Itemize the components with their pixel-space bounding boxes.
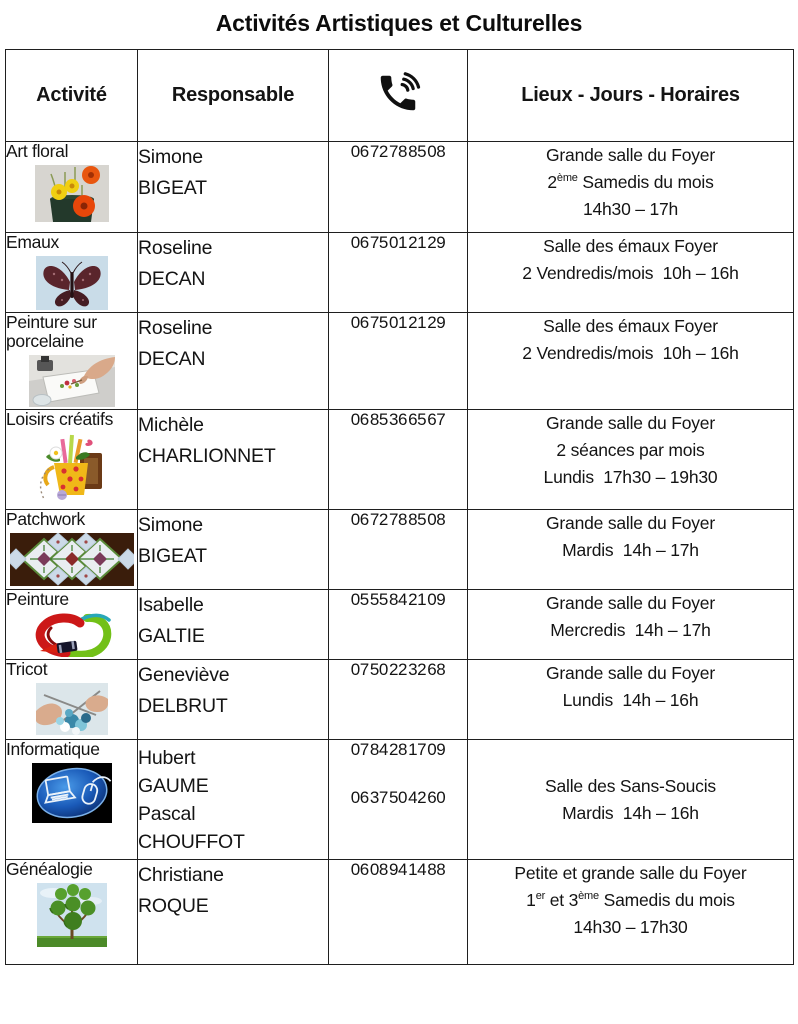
schedule-line: Salle des Sans-Soucis [545,775,716,796]
activity-label: Tricot [6,659,48,679]
responsible-cell [138,860,329,965]
schedule-cell [468,660,794,740]
flower-bouquet-photo [6,165,137,222]
schedule-line: Salle des émaux Foyer [543,316,718,336]
computer-mouse-icon-photo [6,763,137,823]
responsible-cell [138,590,329,660]
schedule-cell [468,313,794,410]
table-row-informatique [6,740,794,860]
activity-cell [6,860,138,965]
page-title: Activités Artistiques et Culturelles [215,10,583,36]
activity-label: Informatique [6,739,100,759]
schedule-cell [468,510,794,590]
phone-number: 06 08 94 14 88 [350,860,446,879]
header-responsible: Responsable [138,50,329,142]
family-tree-photo [6,883,137,947]
table-row-loisirs-creatifs [6,410,794,510]
phone-cell [329,313,468,410]
activity-label: Emaux [6,232,59,252]
table-row-art-floral [6,142,794,233]
activity-label: Généalogie [6,859,93,879]
activities-table [5,49,794,965]
patchwork-quilt-photo [6,533,137,586]
responsible-cell [138,740,329,860]
activity-label: Loisirs créatifs [6,409,114,429]
schedule-line: Mardis 14h – 17h [562,540,699,560]
table-row-emaux [6,233,794,313]
craft-supplies-photo [6,433,137,503]
table-row-peinture-porcelaine [6,313,794,410]
phone-number: 06 72 78 85 08 [350,510,446,529]
schedule-line: Mardis 14h – 16h [562,802,699,823]
phone-cell [329,410,468,510]
schedule-line: 2ème Samedis du mois [547,172,714,192]
activity-label: Patchwork [6,509,85,529]
phone-cell [329,142,468,233]
phone-number: 06 75 01 21 29 [350,313,446,332]
responsible-last-name: DECAN [138,348,206,370]
responsible-last-name: DELBRUT [138,695,228,717]
phone-number: 07 50 22 32 68 [350,660,446,679]
phone-cell [329,590,468,660]
responsible-first-name: Pascal [138,803,196,825]
activity-cell [6,233,138,313]
responsible-last-name: GALTIE [138,625,205,647]
responsible-last-name: CHOUFFOT [138,831,245,853]
schedule-line: 2 Vendredis/mois 10h – 16h [522,263,739,283]
responsible-cell [138,142,329,233]
header-activity: Activité [6,50,138,142]
responsible-first-name: Simone [138,146,203,168]
responsible-last-name: CHARLIONNET [138,445,276,467]
responsible-last-name: ROQUE [138,895,209,917]
activity-cell [6,660,138,740]
schedule-line: 14h30 – 17h30 [573,917,688,937]
table-row-patchwork [6,510,794,590]
responsible-last-name: GAUME [138,775,209,797]
schedule-line: 2 séances par mois [556,440,705,460]
activity-label: Peinture sur porcelaine [6,312,97,351]
table-row-tricot [6,660,794,740]
activity-label: Peinture [6,589,69,609]
activity-cell [6,313,138,410]
activity-label: Art floral [6,141,69,161]
phone-cell [329,660,468,740]
responsible-first-name: Christiane [138,864,224,886]
table-header-row [6,50,794,142]
phone-number: 06 72 78 85 08 [350,142,446,161]
schedule-line: Petite et grande salle du Foyer [514,863,747,883]
schedule-cell [468,860,794,965]
activity-cell [6,410,138,510]
phone-icon [375,70,421,122]
phone-cell [329,860,468,965]
header-phone-cell [329,50,468,142]
responsible-last-name: BIGEAT [138,545,207,567]
schedule-cell [468,590,794,660]
responsible-first-name: Isabelle [138,594,204,616]
schedule-cell [468,410,794,510]
schedule-cell [468,142,794,233]
responsible-first-name: Roseline [138,237,213,259]
header-schedule: Lieux - Jours - Horaires [468,50,794,142]
responsible-cell [138,313,329,410]
responsible-last-name: DECAN [138,268,206,290]
knitting-hands-photo [6,683,137,735]
responsible-cell [138,510,329,590]
schedule-line: Grande salle du Foyer [546,145,715,165]
schedule-cell [468,740,794,860]
schedule-line: Lundis 14h – 16h [562,690,699,710]
porcelain-painting-photo [6,355,137,407]
responsible-first-name: Michèle [138,414,204,436]
responsible-cell [138,233,329,313]
phone-number: 07 84 28 17 09 [350,740,446,759]
responsible-first-name: Geneviève [138,664,230,686]
responsible-first-name: Simone [138,514,203,536]
activity-cell [6,590,138,660]
responsible-first-name: Hubert [138,747,196,769]
responsible-last-name: BIGEAT [138,177,207,199]
schedule-line: Lundis 17h30 – 19h30 [543,467,718,487]
paint-swirl-photo [6,613,137,657]
schedule-line: Mercredis 14h – 17h [550,620,711,640]
phone-cell [329,233,468,313]
schedule-line: Grande salle du Foyer [546,593,715,613]
schedule-line: Grande salle du Foyer [546,663,715,683]
activity-cell [6,142,138,233]
responsible-cell [138,660,329,740]
schedule-line: Grande salle du Foyer [546,413,715,433]
schedule-line: Grande salle du Foyer [546,513,715,533]
schedule-line: 1er et 3ème Samedis du mois [526,890,735,910]
table-row-peinture [6,590,794,660]
phone-number: 06 75 01 21 29 [350,233,446,252]
phone-number: 06 37 50 42 60 [350,788,446,807]
responsible-first-name: Roseline [138,317,213,339]
activity-cell [6,740,138,860]
phone-number: 05 55 84 21 09 [350,590,446,609]
phone-number: 06 85 36 65 67 [350,410,446,429]
schedule-line: 2 Vendredis/mois 10h – 16h [522,343,739,363]
enamel-butterfly-photo [6,256,137,310]
schedule-line: Salle des émaux Foyer [543,236,718,256]
table-row-genealogie [6,860,794,965]
schedule-cell [468,233,794,313]
phone-cell [329,510,468,590]
activity-cell [6,510,138,590]
responsible-cell [138,410,329,510]
phone-cell [329,740,468,860]
schedule-line: 14h30 – 17h [582,199,679,219]
